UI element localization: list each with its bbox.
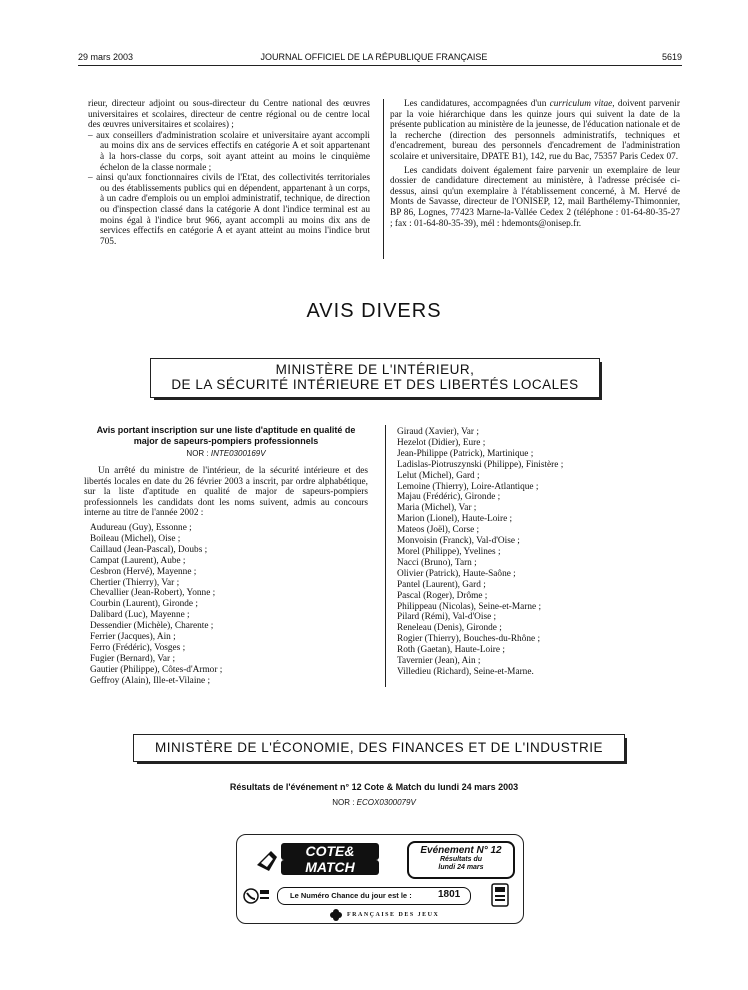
paragraph — [390, 99, 680, 163]
list-item: Morel (Philippe), Yvelines ; — [397, 546, 501, 557]
nor-reference — [0, 798, 748, 807]
list-item: Olivier (Patrick), Haute-Saône ; — [397, 568, 516, 579]
list-item: Majau (Frédéric), Gironde ; — [397, 492, 501, 503]
names-list-left — [90, 523, 370, 687]
cote-match-logo-art — [255, 841, 381, 877]
article-title: Résultats de l'événement n° 12 Cote & Match du lundi 24 mars 2003 — [229, 782, 519, 792]
nor-label: NOR : — [186, 449, 211, 458]
text-span: Les candidatures, accompagnées d'un — [404, 99, 550, 109]
bullet-paragraph: – aux conseillers d'administration scolaire et universitaire ayant accompli au moins dix ans de services effectifs en catégorie A et soit appartenant à la hors-classe du corps, soit ayant atteint au moins le cinquième échelon de la classe normale ; — [88, 130, 370, 173]
list-item: Chevallier (Jean-Robert), Yonne ; — [90, 588, 216, 599]
clover-icon — [329, 908, 343, 922]
header-rule — [78, 65, 682, 66]
event-results-label: Résultats du — [439, 856, 482, 863]
section-title: AVIS DIVERS — [306, 300, 442, 322]
list-item: Lemoine (Thierry), Loire-Atlantique ; — [397, 481, 539, 492]
keno-ticket-icon — [491, 883, 509, 907]
ministry-name-line1: MINISTÈRE DE L'ÉCONOMIE, DES FINANCES ET DE L'INDUSTRIE — [155, 740, 603, 755]
names-list-right — [397, 427, 682, 678]
list-item: Pascal (Roger), Drôme ; — [397, 590, 488, 601]
top-left-column — [88, 99, 370, 247]
italic-term: curriculum vitae — [549, 99, 613, 109]
header-date: 29 mars 2003 — [78, 52, 134, 62]
keno-ticket-icon-art — [491, 883, 509, 907]
event-date: lundi 24 mars — [438, 864, 484, 871]
list-item: Mateos (Joël), Corse ; — [397, 525, 480, 536]
ministry-name-line1: MINISTÈRE DE L'INTÉRIEUR, — [275, 362, 475, 377]
list-item: Villedieu (Richard), Seine-et-Marne. — [397, 666, 534, 677]
list-item: Hezelot (Didier), Eure ; — [397, 437, 486, 448]
list-item: Monvoisin (Franck), Val-d'Oise ; — [397, 536, 520, 547]
clover-icon-art — [329, 908, 343, 922]
list-item: Gautier (Philippe), Côtes-d'Armor ; — [90, 664, 223, 675]
article-title: Avis portant inscription sur une liste d'aptitude en qualité de major de sapeurs-pompiers professionnels — [96, 425, 356, 446]
francaise-des-jeux-label: FRANÇAISE DES JEUX — [347, 912, 440, 918]
list-item: Tavernier (Jean), Ain ; — [397, 656, 481, 667]
results-panel — [236, 834, 524, 924]
text-span: , doivent parvenir par la voie hiérarchique dans les quinze jours qui suivent la date de la présente publication au ministère de la jeunesse, de l'éducation nationale et de la recherche (direction des personnels administratifs, techniques et d'encadrement, bureau des personnels d'encadrement de l'administration scolaire et universitaire, DPATE B1), 142, rue du Bac, 75357 Paris Cedex 07. — [390, 99, 680, 162]
nor-reference — [84, 449, 368, 458]
logo-text-match: MATCH — [305, 859, 355, 875]
paragraph: rieur, directeur adjoint ou sous-directeur du Centre national des œuvres universitaires et scolaires, directeur de centre régional ou de centre local des œuvres universitaires et scolaires) ; — [88, 99, 370, 131]
list-item: Geffroy (Alain), Ille-et-Vilaine ; — [90, 675, 211, 686]
list-item: Cesbron (Hervé), Mayenne ; — [90, 566, 197, 577]
list-item: Campat (Laurent), Aube ; — [90, 555, 186, 566]
top-right-column — [390, 99, 680, 229]
list-item: Audureau (Guy), Essonne ; — [90, 523, 192, 533]
ministry-name-line2: DE LA SÉCURITÉ INTÉRIEURE ET DES LIBERTÉS LOCALES — [171, 377, 579, 392]
list-item: Roth (Gaetan), Haute-Loire ; — [397, 645, 505, 656]
column-divider — [383, 99, 384, 259]
nor-label: NOR : — [332, 798, 357, 807]
event-badge — [407, 841, 515, 879]
list-item: Ferrier (Jacques), Ain ; — [90, 632, 176, 643]
list-item: Dalibard (Luc), Mayenne ; — [90, 610, 190, 621]
list-item: Maria (Michel), Var ; — [397, 503, 477, 514]
list-item: Fugier (Bernard), Var ; — [90, 653, 176, 664]
ministry-box — [133, 734, 625, 762]
list-item: Pilard (Rémi), Val-d'Oise ; — [397, 612, 497, 623]
nor-code: INTE0300169V — [210, 449, 266, 458]
bullet-paragraph: – ainsi qu'aux fonctionnaires civils de l'Etat, des collectivités territoriales ou des établissements publics qui en dépendent, appartenant à un corps, à un cadre d'emplois ou un emploi administratif, technique, de direction ou d'inspection classé dans la catégorie A dont l'indice terminal est au moins égal à l'indice brut 966, ayant accompli au moins dix ans de services effectifs en catégorie A et ayant atteint au moins l'indice brut 705. — [88, 173, 370, 247]
list-item: Ladislas-Piotruszynski (Philippe), Finistère ; — [397, 459, 564, 470]
list-item: Philippeau (Nicolas), Seine-et-Marne ; — [397, 601, 542, 612]
list-item: Reneleau (Denis), Gironde ; — [397, 623, 502, 634]
phone-icon — [243, 886, 271, 908]
list-item: Marion (Lionel), Haute-Loire ; — [397, 514, 513, 525]
list-item: Pantel (Laurent), Gard ; — [397, 579, 486, 590]
article-intro: Un arrêté du ministre de l'intérieur, de la sécurité intérieure et des libertés locales en date du 26 février 2003 a inscrit, par ordre alphabétique, sur la liste d'aptitude en qualité de major de sapeurs-pompiers professionnels les candidats dont les noms suivent, admis au concours interne au titre de l'année 2002 : — [84, 466, 368, 519]
ministry-box — [150, 358, 600, 398]
list-item: Giraud (Xavier), Var ; — [397, 427, 479, 437]
list-item: Courbin (Laurent), Gironde ; — [90, 599, 198, 610]
list-item: Ferro (Frédéric), Vosges ; — [90, 642, 186, 653]
list-item: Rogier (Thierry), Bouches-du-Rhône ; — [397, 634, 541, 645]
cote-match-logo — [255, 841, 381, 877]
list-item: Boileau (Michel), Oise ; — [90, 533, 181, 544]
event-number: Evénement N° 12 — [420, 845, 502, 856]
logo-text-cote: COTE& — [305, 843, 355, 859]
list-item: Nacci (Bruno), Tarn ; — [397, 557, 477, 568]
list-item: Chertier (Thierry), Var ; — [90, 577, 180, 588]
list-item: Caillaud (Jean-Pascal), Doubs ; — [90, 544, 208, 555]
paragraph: Les candidats doivent également faire parvenir un exemplaire de leur dossier de candidature directement au ministère, à l'adresse précisée ci-dessus, ainsi qu'un exemplaire à l'établissement concerné, à M. Hervé de Monts de Savasse, directeur de l'ONISEP, 12, mail Barthélemy-Thimonnier, BP 86, Lognes, 77423 Marne-la-Vallée Cedex 2 (téléphone : 01-64-80-35-27 ; fax : 01-64-80-35-39), mél : hdemonts@onisep.fr. — [390, 165, 680, 229]
lucky-number-bar — [277, 887, 471, 905]
list-item: Jean-Philippe (Patrick), Martinique ; — [397, 448, 534, 459]
header-page-number: 5619 — [661, 52, 682, 62]
lucky-number-value: 1801 — [438, 889, 461, 900]
phone-icon-art — [243, 886, 271, 908]
lucky-number-label: Le Numéro Chance du jour est le : — [290, 891, 412, 900]
list-item: Lelut (Michel), Gard ; — [397, 470, 480, 481]
list-item: Dessendier (Michèle), Charente ; — [90, 621, 214, 632]
header-journal-title: JOURNAL OFFICIEL DE LA RÉPUBLIQUE FRANÇAISE — [260, 52, 488, 62]
nor-code: ECOX0300079V — [356, 798, 416, 807]
column-divider — [385, 425, 386, 687]
